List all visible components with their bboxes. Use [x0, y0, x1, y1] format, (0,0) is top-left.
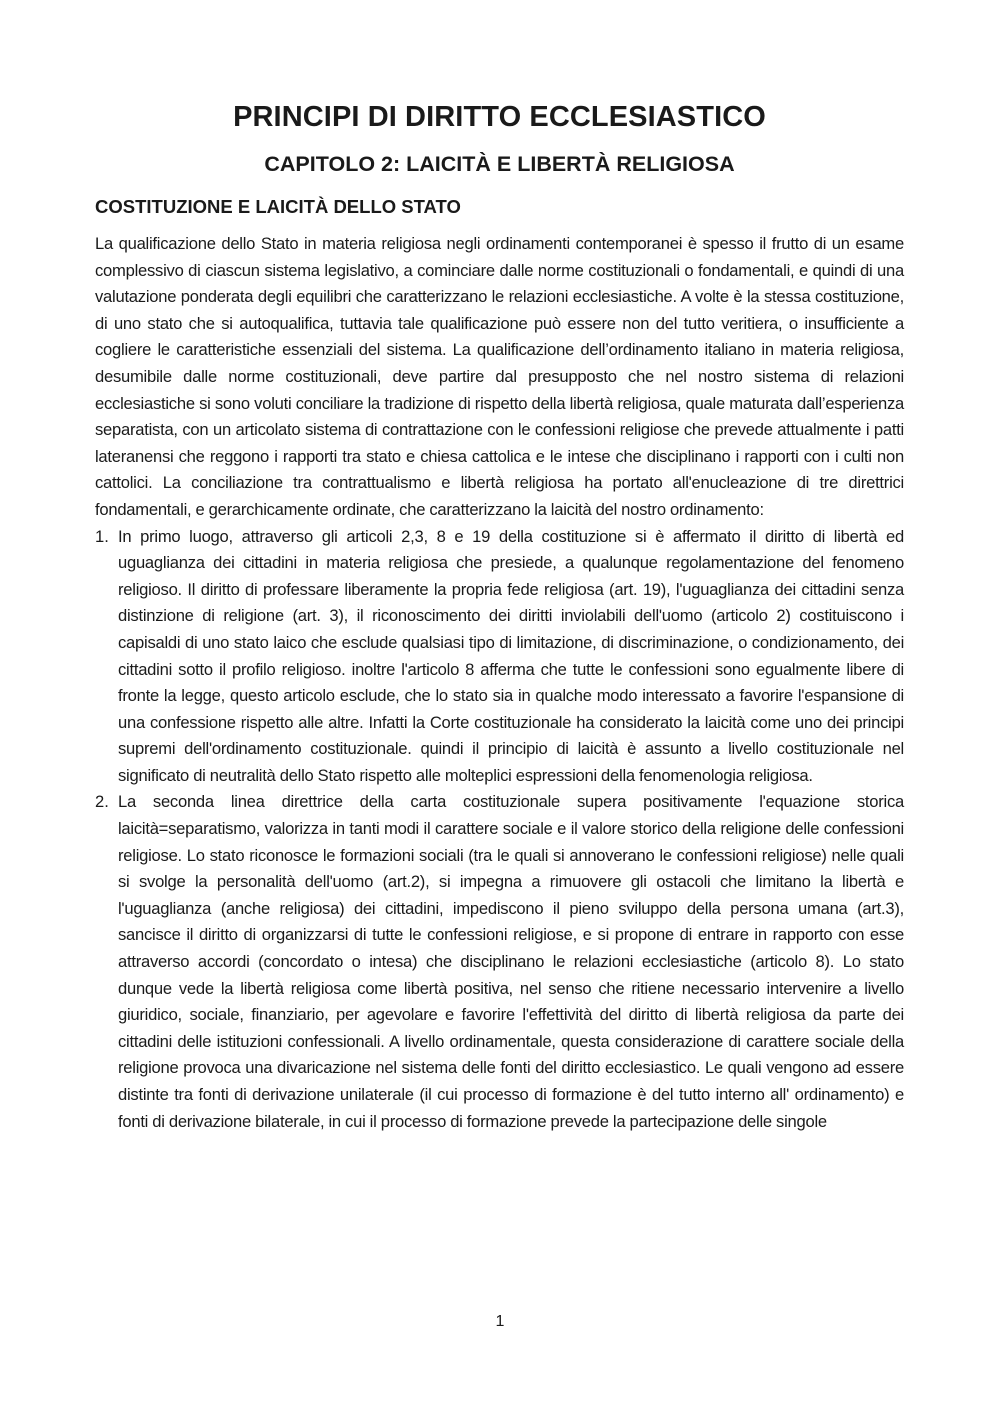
section-heading: COSTITUZIONE E LAICITÀ DELLO STATO: [95, 196, 461, 217]
list-item-marker: 2.: [95, 792, 109, 812]
intro-paragraph: La qualificazione dello Stato in materia religiosa negli ordinamenti contemporanei è spesso il frutto di un esame complessivo di ciascun sistema legislativo, a cominciare dalle norme costituzionali o fondamentali, e quindi di una valutazione ponderata degli equilibri che caratterizzano le relazioni ecclesiastiche. A volte è la stessa costituzione, di uno stato che si autoqualifica, tuttavia tale qualificazione può essere non del tutto veritiera, o insufficiente a cogliere le caratteristiche essenziali del sistema. La qualificazione dell’ordinamento italiano in materia religiosa, desumibile dalle norme costituzionali, deve partire dal presupposto che nel nostro sistema di relazioni ecclesiastiche si sono voluti conciliare la tradizione di rispetto della libertà religiosa, quale maturata dall’esperienza separatista, con un articolato sistema di contrattazione con le confessioni religiose che prevede attualmente i patti lateranensi che reggono i rapporti tra stato e chiesa cattolica e le intese che disciplinano i rapporti con i culti non cattolici. La conciliazione tra contrattualismo e libertà religiosa ha portato all'enucleazione di tre direttrici fondamentali, e gerarchicamente ordinate, che caratterizzano la laicità del nostro ordinamento:: [95, 234, 904, 519]
list-item-marker: 1.: [95, 526, 109, 546]
chapter-title: CAPITOLO 2: LAICITÀ E LIBERTÀ RELIGIOSA: [264, 152, 735, 176]
list-item: [95, 524, 904, 790]
page-number: 1: [495, 1313, 505, 1330]
list-item: [95, 789, 904, 1135]
list-item-text: In primo luogo, attraverso gli articoli 2,3, 8 e 19 della costituzione si è affermato il diritto di libertà ed uguaglianza dei cittadini in materia religiosa che presiede, a qualunque regolamentazione del fenomeno religioso. Il diritto di professare liberamente la propria fede religiosa (art. 19), l'uguaglianza dei cittadini senza distinzione di religione (art. 3), il riconoscimento dei diritti inviolabili dell'uomo (articolo 2) costituiscono i capisaldi di uno stato laico che esclude qualsiasi tipo di limitazione, di discriminazione, o condizionamento, dei cittadini sotto il profilo religioso. inoltre l'articolo 8 afferma che tutte le confessioni sono egualmente libere di fronte la legge, questo articolo esclude, che lo stato sia in qualche modo interessato a favorire l'espansione di una confessione rispetto alle altre. Infatti la Corte costituzionale ha considerato la laicità come uno dei principi supremi dell'ordinamento costituzionale. quindi il principio di laicità è assunto a livello costituzionale nel significato di neutralità dello Stato rispetto alle molteplici espressioni della fenomenologia religiosa.: [118, 526, 904, 785]
document-title: PRINCIPI DI DIRITTO ECCLESIASTICO: [233, 101, 766, 133]
page-content: [95, 98, 904, 1135]
list-item-text: La seconda linea direttrice della carta costituzionale supera positivamente l'equazione storica laicità=separatismo, valorizza in tanti modi il carattere sociale e il valore storico della religione delle confessioni religiose. Lo stato riconosce le formazioni sociali (tra le quali si annoverano le confessioni religiose) nelle quali si svolge la personalità dell'uomo (art.2), si impegna a rimuovere gli ostacoli che limitano la libertà e l'uguaglianza (anche religiosa) dei cittadini, impediscono il pieno sviluppo della persona umana (art.3), sancisce il diritto di organizzarsi di tutte le confessioni religiose, e si propone di entrare in rapporto con esse attraverso accordi (concordato o intesa) che disciplinano le relazioni ecclesiastiche (articolo 8). Lo stato dunque vede la libertà religiosa come libertà positiva, nel senso che ritiene necessario intervenire a livello giuridico, sociale, finanziario, per agevolare e favorire l'effettività del diritto di libertà religiosa da parte dei cittadini delle istituzioni confessionali. A livello ordinamentale, questa considerazione di carattere sociale della religione provoca una divaricazione nel sistema delle fonti del diritto ecclesiastico. Le quali vengono ad essere distinte tra fonti di derivazione unilaterale (il cui processo di formazione è del tutto interno all' ordinamento) e fonti di derivazione bilaterale, in cui il processo di formazione prevede la partecipazione delle singole: [118, 792, 904, 1131]
principles-list: [95, 524, 904, 1136]
